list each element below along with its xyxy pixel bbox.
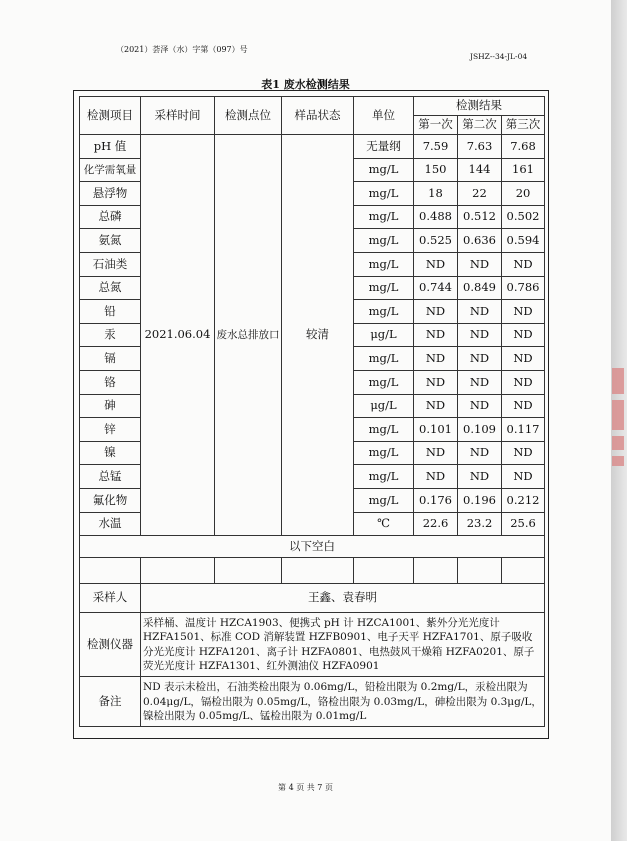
sampler-value: 王鑫、袁春明 — [141, 584, 545, 613]
row-unit: μg/L — [354, 323, 414, 347]
row-item: 氨氮 — [80, 229, 141, 253]
row-item: 氟化物 — [80, 488, 141, 512]
row-result: ND — [414, 394, 458, 418]
row-result: ND — [414, 347, 458, 371]
row-result: ND — [414, 323, 458, 347]
header-state: 样品状态 — [282, 97, 354, 135]
header-results: 检测结果 — [414, 97, 545, 116]
row-result: 0.109 — [458, 418, 502, 442]
header-first: 第一次 — [414, 116, 458, 135]
empty-cell — [215, 558, 282, 584]
empty-cell — [414, 558, 458, 584]
row-item: pH 值 — [80, 135, 141, 159]
row-result: 7.63 — [458, 135, 502, 159]
row-result: 25.6 — [502, 512, 545, 536]
row-result: ND — [458, 300, 502, 324]
row-result: 0.849 — [458, 276, 502, 300]
empty-cell — [502, 558, 545, 584]
row-unit: mg/L — [354, 370, 414, 394]
empty-row — [80, 558, 545, 584]
row-result: 0.786 — [502, 276, 545, 300]
row-result: 150 — [414, 158, 458, 182]
sampler-row — [80, 584, 545, 613]
doc-code: JSHZ--34-JL-04 — [470, 52, 528, 61]
row-unit: mg/L — [354, 205, 414, 229]
blank-below-note: 以下空白 — [80, 536, 545, 558]
row-unit: mg/L — [354, 488, 414, 512]
row-result: ND — [502, 370, 545, 394]
header-unit: 单位 — [354, 97, 414, 135]
row-item: 总氮 — [80, 276, 141, 300]
row-result: 144 — [458, 158, 502, 182]
sampler-label: 采样人 — [80, 584, 141, 613]
seal-stamp — [612, 368, 624, 488]
row-result: ND — [502, 300, 545, 324]
remarks-value: ND 表示未检出，石油类检出限为 0.06mg/L，铅检出限为 0.2mg/L，汞检出限为 0.04μg/L，镉检出限为 0.05mg/L，铬检出限为 0.03mg/L，砷检出限为 0.3μg/L，镍检出限为 0.05mg/L、锰检出限为 0.01mg/L — [141, 677, 545, 727]
row-result: 7.68 — [502, 135, 545, 159]
row-item: 石油类 — [80, 252, 141, 276]
sampling-date: 2021.06.04 — [141, 135, 215, 536]
row-result: 0.196 — [458, 488, 502, 512]
row-unit: mg/L — [354, 418, 414, 442]
row-result: 7.59 — [414, 135, 458, 159]
row-result: 23.2 — [458, 512, 502, 536]
instruments-label: 检测仪器 — [80, 613, 141, 677]
sampling-point: 废水总排放口 — [215, 135, 282, 536]
row-unit: mg/L — [354, 347, 414, 371]
row-result: ND — [414, 370, 458, 394]
row-result: 0.744 — [414, 276, 458, 300]
row-item: 化学需氧量 — [80, 158, 141, 182]
row-result: 0.636 — [458, 229, 502, 253]
empty-cell — [282, 558, 354, 584]
row-result: ND — [502, 347, 545, 371]
row-result: ND — [502, 252, 545, 276]
row-result: ND — [502, 441, 545, 465]
row-item: 砷 — [80, 394, 141, 418]
doc-number: （2021）荟泽（水）字第（097）号 — [116, 45, 248, 54]
row-item: 铅 — [80, 300, 141, 324]
header-third: 第三次 — [502, 116, 545, 135]
row-item: 铬 — [80, 370, 141, 394]
results-table — [79, 96, 545, 727]
row-unit: mg/L — [354, 276, 414, 300]
page-footer: 第 4 页 共 7 页 — [278, 783, 333, 792]
instruments-row — [80, 613, 545, 677]
row-unit: mg/L — [354, 158, 414, 182]
row-result: 0.525 — [414, 229, 458, 253]
row-result: 0.502 — [502, 205, 545, 229]
row-result: 0.101 — [414, 418, 458, 442]
header-second: 第二次 — [458, 116, 502, 135]
row-result: ND — [502, 465, 545, 489]
instruments-value: 采样桶、温度计 HZCA1903、便携式 pH 计 HZCA1001、紫外分光光度计 HZFA1501、标准 COD 消解装置 HZFB0901、电子天平 HZFA1701、原子吸收分光光度计 HZFA1201、离子计 HZFA0801、电热鼓风干燥箱 HZFA0201、原子荧光光度计 HZFA1301、红外测油仪 HZFA0901 — [141, 613, 545, 677]
row-result: 0.512 — [458, 205, 502, 229]
row-unit: μg/L — [354, 394, 414, 418]
empty-cell — [80, 558, 141, 584]
row-result: ND — [414, 252, 458, 276]
row-result: ND — [502, 394, 545, 418]
row-result: ND — [502, 323, 545, 347]
row-result: 161 — [502, 158, 545, 182]
row-result: 18 — [414, 182, 458, 206]
row-result: ND — [458, 252, 502, 276]
row-result: 22 — [458, 182, 502, 206]
row-item: 总锰 — [80, 465, 141, 489]
row-item: 总磷 — [80, 205, 141, 229]
row-result: ND — [458, 465, 502, 489]
row-result: 0.117 — [502, 418, 545, 442]
empty-cell — [458, 558, 502, 584]
table-row — [80, 135, 545, 159]
row-result: 0.594 — [502, 229, 545, 253]
header-point: 检测点位 — [215, 97, 282, 135]
table-title: 表1 废水检测结果 — [261, 78, 350, 91]
row-result: 20 — [502, 182, 545, 206]
row-unit: mg/L — [354, 229, 414, 253]
row-unit: mg/L — [354, 465, 414, 489]
row-result: ND — [414, 465, 458, 489]
row-result: ND — [458, 347, 502, 371]
row-item: 水温 — [80, 512, 141, 536]
blank-row — [80, 536, 545, 558]
row-result: 0.212 — [502, 488, 545, 512]
remarks-label: 备注 — [80, 677, 141, 727]
row-result: ND — [414, 300, 458, 324]
row-unit: ℃ — [354, 512, 414, 536]
row-item: 镍 — [80, 441, 141, 465]
row-unit: 无量纲 — [354, 135, 414, 159]
row-result: ND — [458, 323, 502, 347]
sample-state: 较清 — [282, 135, 354, 536]
row-item: 汞 — [80, 323, 141, 347]
row-result: ND — [458, 394, 502, 418]
row-item: 镉 — [80, 347, 141, 371]
row-unit: mg/L — [354, 182, 414, 206]
row-result: ND — [414, 441, 458, 465]
row-unit: mg/L — [354, 441, 414, 465]
row-result: 0.488 — [414, 205, 458, 229]
remarks-row — [80, 677, 545, 727]
row-unit: mg/L — [354, 300, 414, 324]
header-time: 采样时间 — [141, 97, 215, 135]
row-unit: mg/L — [354, 252, 414, 276]
empty-cell — [354, 558, 414, 584]
row-result: ND — [458, 441, 502, 465]
row-result: 22.6 — [414, 512, 458, 536]
empty-cell — [141, 558, 215, 584]
row-result: ND — [458, 370, 502, 394]
row-item: 悬浮物 — [80, 182, 141, 206]
row-result: 0.176 — [414, 488, 458, 512]
header-item: 检测项目 — [80, 97, 141, 135]
row-item: 锌 — [80, 418, 141, 442]
